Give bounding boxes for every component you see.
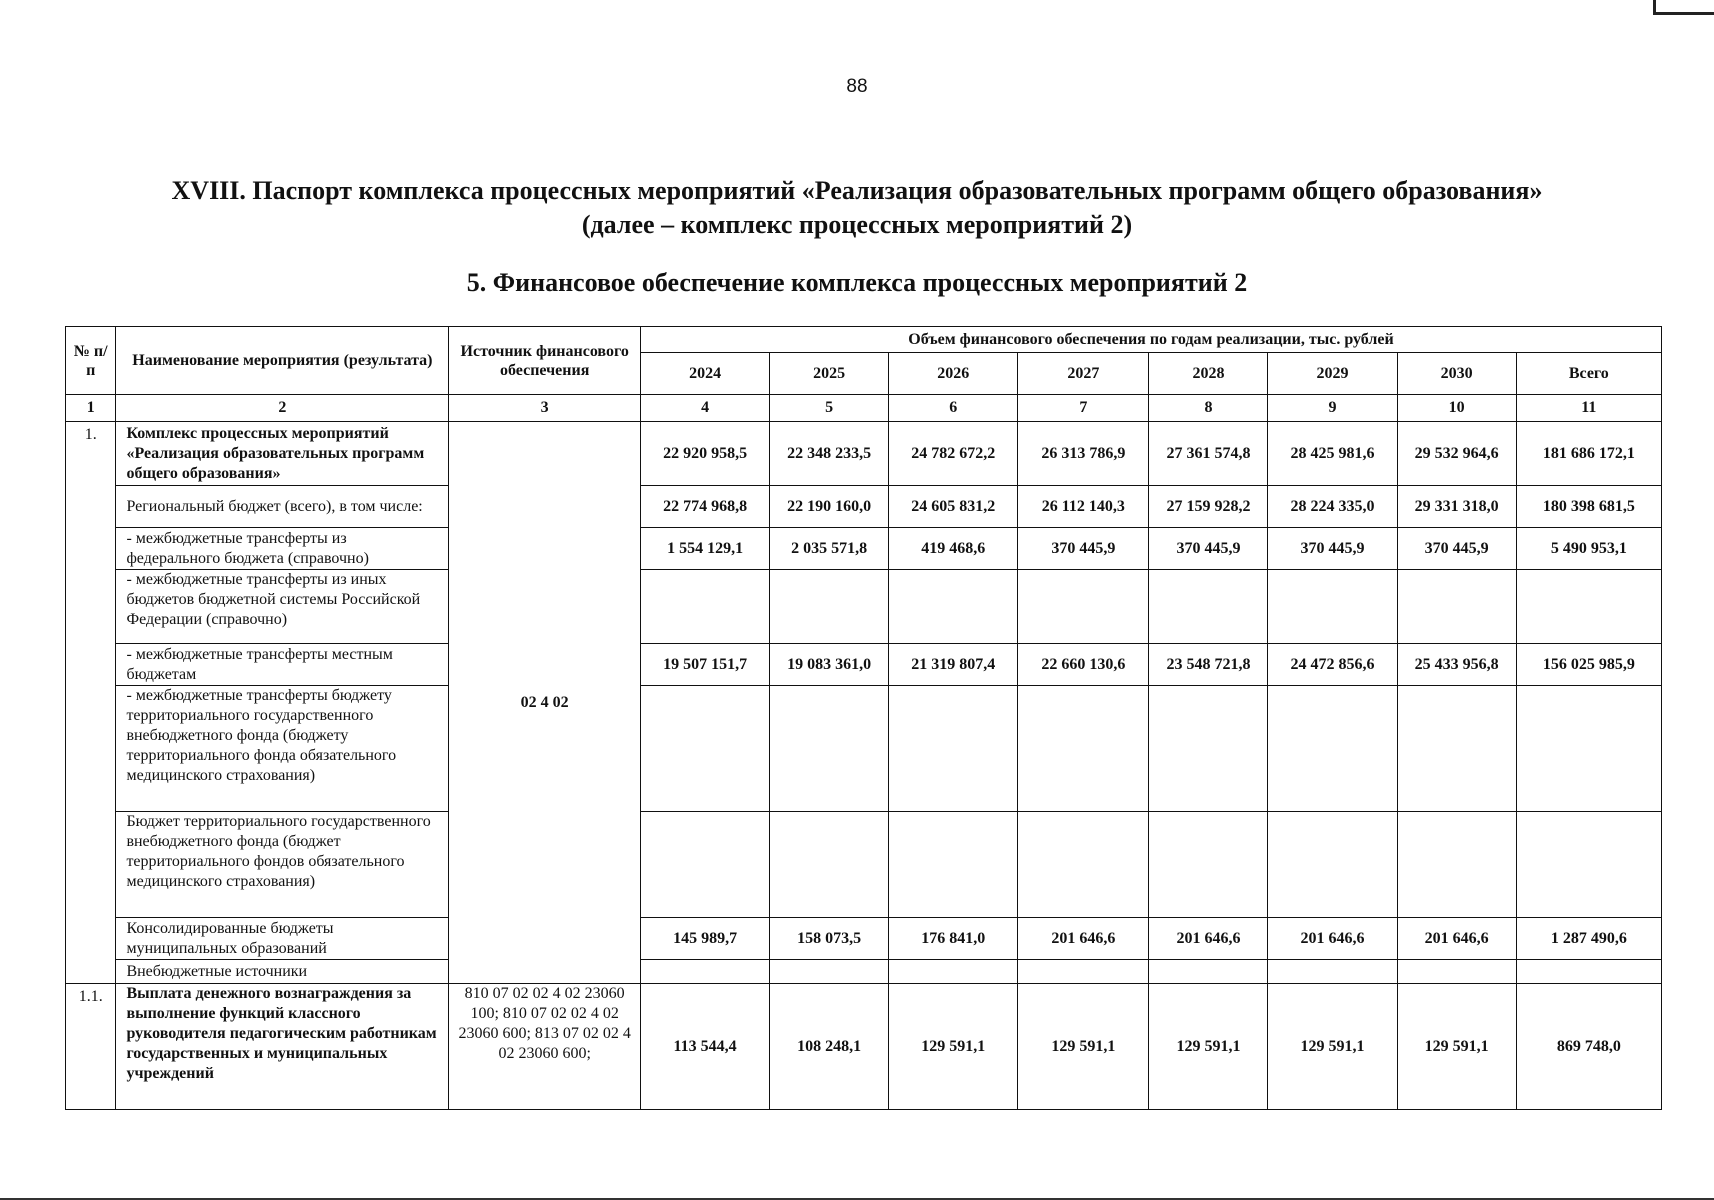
- value-cell: 201 646,6: [1018, 918, 1149, 960]
- value-cell: [770, 812, 889, 918]
- value-cell: [889, 960, 1018, 984]
- value-cell: 24 605 831,2: [889, 486, 1018, 528]
- value-cell: 28 425 981,6: [1268, 422, 1397, 486]
- value-cell: 25 433 956,8: [1397, 644, 1516, 686]
- value-cell: [641, 960, 770, 984]
- column-number: 2: [116, 395, 449, 422]
- row-source: 02 4 02: [449, 422, 641, 984]
- row-index: 1.: [66, 422, 116, 984]
- page-title: [0, 174, 1714, 242]
- value-cell: 26 313 786,9: [1018, 422, 1149, 486]
- value-cell: 27 361 574,8: [1149, 422, 1268, 486]
- value-cell: 201 646,6: [1268, 918, 1397, 960]
- title-line-2: (далее – комплекс процессных мероприятий 2): [581, 210, 1133, 239]
- value-cell: [1516, 570, 1661, 644]
- table-row: [66, 686, 1662, 812]
- header-volume: Объем финансового обеспечения по годам реализации, тыс. рублей: [641, 327, 1662, 353]
- row-name: Региональный бюджет (всего), в том числе:: [116, 486, 449, 528]
- value-cell: 29 532 964,6: [1397, 422, 1516, 486]
- value-cell: 129 591,1: [889, 984, 1018, 1110]
- value-cell: 370 445,9: [1149, 528, 1268, 570]
- value-cell: 28 224 335,0: [1268, 486, 1397, 528]
- column-number: 4: [641, 395, 770, 422]
- table-row: [66, 984, 1662, 1110]
- column-number: 10: [1397, 395, 1516, 422]
- value-cell: [1268, 960, 1397, 984]
- value-cell: 129 591,1: [1149, 984, 1268, 1110]
- value-cell: 27 159 928,2: [1149, 486, 1268, 528]
- value-cell: [889, 686, 1018, 812]
- value-cell: [1397, 570, 1516, 644]
- header-source: Источник финансового обеспечения: [449, 327, 641, 395]
- row-index: 1.1.: [66, 984, 116, 1110]
- value-cell: 22 920 958,5: [641, 422, 770, 486]
- value-cell: [770, 570, 889, 644]
- row-name: Бюджет территориального государственного внебюджетного фонда (бюджет территориального фондов обязательного медицинского страхования): [116, 812, 449, 918]
- value-cell: 108 248,1: [770, 984, 889, 1110]
- value-cell: 23 548 721,8: [1149, 644, 1268, 686]
- title-line-1: XVIII. Паспорт комплекса процессных мероприятий «Реализация образовательных программ общего образования»: [171, 176, 1543, 205]
- page-edge-mark: [1653, 0, 1714, 15]
- value-cell: 2 035 571,8: [770, 528, 889, 570]
- table-row: [66, 422, 1662, 486]
- table-row: [66, 918, 1662, 960]
- value-cell: 22 190 160,0: [770, 486, 889, 528]
- finance-table: [65, 326, 1662, 1110]
- column-number: 7: [1018, 395, 1149, 422]
- header-year: 2026: [889, 353, 1018, 395]
- header-row-1: [66, 327, 1662, 353]
- column-number: 1: [66, 395, 116, 422]
- value-cell: [641, 570, 770, 644]
- value-cell: 1 287 490,6: [1516, 918, 1661, 960]
- header-year: 2029: [1268, 353, 1397, 395]
- column-number: 11: [1516, 395, 1661, 422]
- value-cell: 370 445,9: [1397, 528, 1516, 570]
- table-row: [66, 644, 1662, 686]
- table-row: [66, 570, 1662, 644]
- value-cell: 156 025 985,9: [1516, 644, 1661, 686]
- value-cell: 129 591,1: [1397, 984, 1516, 1110]
- value-cell: [641, 686, 770, 812]
- column-number: 8: [1149, 395, 1268, 422]
- value-cell: [1018, 570, 1149, 644]
- table-row: [66, 960, 1662, 984]
- row-name: - межбюджетные трансферты местным бюджетам: [116, 644, 449, 686]
- value-cell: [889, 812, 1018, 918]
- header-total: Всего: [1516, 353, 1661, 395]
- value-cell: [1268, 812, 1397, 918]
- table-row: [66, 528, 1662, 570]
- value-cell: [1268, 570, 1397, 644]
- row-name: - межбюджетные трансферты из федерального бюджета (справочно): [116, 528, 449, 570]
- value-cell: [1516, 812, 1661, 918]
- value-cell: 24 782 672,2: [889, 422, 1018, 486]
- value-cell: [641, 812, 770, 918]
- value-cell: [1149, 570, 1268, 644]
- value-cell: 26 112 140,3: [1018, 486, 1149, 528]
- row-name: Консолидированные бюджеты муниципальных образований: [116, 918, 449, 960]
- value-cell: [1018, 812, 1149, 918]
- value-cell: 145 989,7: [641, 918, 770, 960]
- value-cell: 19 083 361,0: [770, 644, 889, 686]
- value-cell: 113 544,4: [641, 984, 770, 1110]
- header-year: 2024: [641, 353, 770, 395]
- value-cell: [1149, 960, 1268, 984]
- value-cell: 201 646,6: [1397, 918, 1516, 960]
- row-name: - межбюджетные трансферты бюджету территориального государственного внебюджетного фонда (бюджету территориального фонда обязательного медицинского страхования): [116, 686, 449, 812]
- value-cell: 370 445,9: [1268, 528, 1397, 570]
- value-cell: 22 348 233,5: [770, 422, 889, 486]
- header-year: 2027: [1018, 353, 1149, 395]
- value-cell: 22 774 968,8: [641, 486, 770, 528]
- value-cell: 419 468,6: [889, 528, 1018, 570]
- value-cell: 201 646,6: [1149, 918, 1268, 960]
- value-cell: 869 748,0: [1516, 984, 1661, 1110]
- row-source: 810 07 02 02 4 02 23060 100; 810 07 02 02 4 02 23060 600; 813 07 02 02 4 02 23060 600;: [449, 984, 641, 1110]
- value-cell: [770, 960, 889, 984]
- value-cell: 19 507 151,7: [641, 644, 770, 686]
- value-cell: [1516, 960, 1661, 984]
- row-name: Комплекс процессных мероприятий «Реализация образовательных программ общего образования»: [116, 422, 449, 486]
- column-number-row: [66, 395, 1662, 422]
- value-cell: 176 841,0: [889, 918, 1018, 960]
- value-cell: 158 073,5: [770, 918, 889, 960]
- value-cell: 181 686 172,1: [1516, 422, 1661, 486]
- value-cell: 1 554 129,1: [641, 528, 770, 570]
- value-cell: [1516, 686, 1661, 812]
- column-number: 6: [889, 395, 1018, 422]
- value-cell: 5 490 953,1: [1516, 528, 1661, 570]
- value-cell: [1018, 960, 1149, 984]
- value-cell: 21 319 807,4: [889, 644, 1018, 686]
- header-year: 2030: [1397, 353, 1516, 395]
- value-cell: 129 591,1: [1268, 984, 1397, 1110]
- column-number: 9: [1268, 395, 1397, 422]
- header-name: Наименование мероприятия (результата): [116, 327, 449, 395]
- table-row: [66, 812, 1662, 918]
- value-cell: 22 660 130,6: [1018, 644, 1149, 686]
- column-number: 3: [449, 395, 641, 422]
- value-cell: [1149, 686, 1268, 812]
- value-cell: [1018, 686, 1149, 812]
- table-row: [66, 486, 1662, 528]
- value-cell: 129 591,1: [1018, 984, 1149, 1110]
- value-cell: 180 398 681,5: [1516, 486, 1661, 528]
- value-cell: 370 445,9: [1018, 528, 1149, 570]
- value-cell: [1397, 812, 1516, 918]
- value-cell: [1397, 960, 1516, 984]
- value-cell: [1149, 812, 1268, 918]
- row-name: Внебюджетные источники: [116, 960, 449, 984]
- header-year: 2028: [1149, 353, 1268, 395]
- column-number: 5: [770, 395, 889, 422]
- value-cell: [1268, 686, 1397, 812]
- header-num: № п/п: [66, 327, 116, 395]
- value-cell: [1397, 686, 1516, 812]
- section-subtitle: 5. Финансовое обеспечение комплекса процессных мероприятий 2: [466, 268, 1248, 297]
- value-cell: [770, 686, 889, 812]
- value-cell: 29 331 318,0: [1397, 486, 1516, 528]
- value-cell: [889, 570, 1018, 644]
- page-number: 88: [846, 76, 868, 97]
- row-name: Выплата денежного вознаграждения за выполнение функций классного руководителя педагогическим работникам государственных и муниципальных учреждений: [116, 984, 449, 1110]
- value-cell: 24 472 856,6: [1268, 644, 1397, 686]
- header-year: 2025: [770, 353, 889, 395]
- row-name: - межбюджетные трансферты из иных бюджетов бюджетной системы Российской Федерации (справочно): [116, 570, 449, 644]
